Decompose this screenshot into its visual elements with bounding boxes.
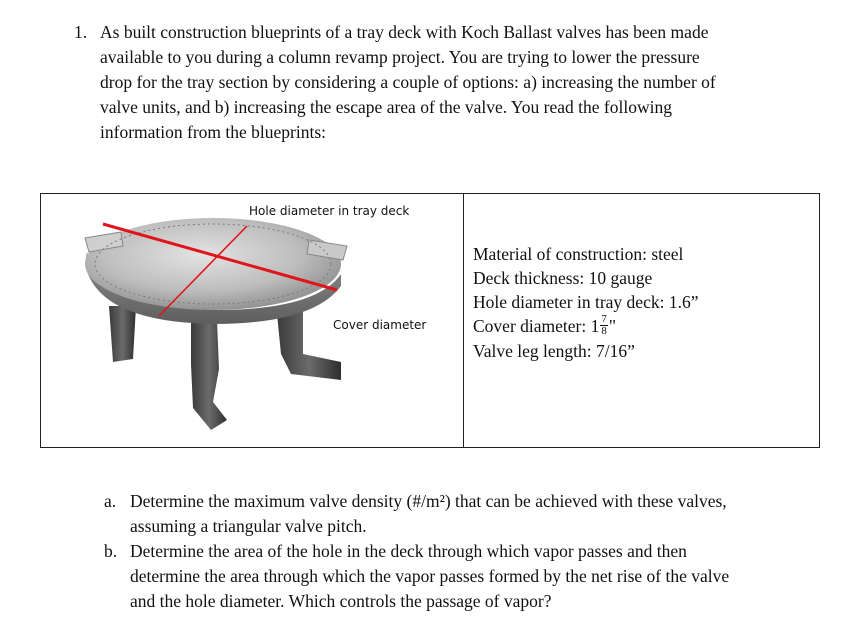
cover-diameter-prefix: Cover diameter: 1 xyxy=(473,316,600,336)
spec-hole-diameter: Hole diameter in tray deck: 1.6” xyxy=(473,292,699,312)
subquestion-b xyxy=(104,539,830,614)
spec-deck-thickness: Deck thickness: 10 gauge xyxy=(473,268,653,288)
subquestion-line: and the hole diameter. Which controls the passage of vapor? xyxy=(130,591,552,611)
question-line: valve units, and b) increasing the escape area of the valve. You read the following xyxy=(100,97,672,117)
valve-leg-right xyxy=(277,310,341,380)
question-line: drop for the tray section by considering a couple of options: a) increasing the number of xyxy=(100,72,716,92)
spec-material: Material of construction: steel xyxy=(473,244,684,264)
valve-cap-top xyxy=(85,218,341,310)
subquestion-list xyxy=(104,489,830,614)
spec-list xyxy=(473,242,698,363)
valve-leg-center xyxy=(191,320,227,430)
question-line: available to you during a column revamp project. You are trying to lower the pressure xyxy=(100,47,700,67)
subquestion-line: Determine the area of the hole in the deck through which vapor passes and then xyxy=(130,541,687,561)
question-line: information from the blueprints: xyxy=(100,122,326,142)
blueprint-info-table xyxy=(40,193,820,448)
question-number: 1. xyxy=(74,22,88,42)
spec-cover-diameter xyxy=(473,314,698,339)
table-divider xyxy=(463,194,464,447)
hole-diameter-label: Hole diameter in tray deck xyxy=(249,204,410,218)
subquestion-a xyxy=(104,489,830,539)
valve-leg-left xyxy=(109,306,136,362)
fraction-numerator: 7 xyxy=(601,313,607,326)
spec-leg-length: Valve leg length: 7/16” xyxy=(473,341,635,362)
question-line: As built construction blueprints of a tray deck with Koch Ballast valves has been made xyxy=(100,22,709,42)
subquestion-line: Determine the maximum valve density (#/m²) that can be achieved with these valves, xyxy=(130,491,727,511)
subquestion-marker: b. xyxy=(104,541,118,561)
question-text xyxy=(100,20,845,145)
subquestion-line: assuming a triangular valve pitch. xyxy=(130,516,367,536)
valve-figure-cell xyxy=(41,194,463,447)
fraction-denominator: 8 xyxy=(601,325,607,338)
subquestion-line: determine the area through which the vapor passes formed by the net rise of the valve xyxy=(130,566,730,586)
subquestion-marker: a. xyxy=(104,491,117,511)
cover-diameter-fraction xyxy=(600,314,608,337)
cover-diameter-suffix: " xyxy=(608,316,617,336)
cover-diameter-label: Cover diameter xyxy=(333,318,427,332)
